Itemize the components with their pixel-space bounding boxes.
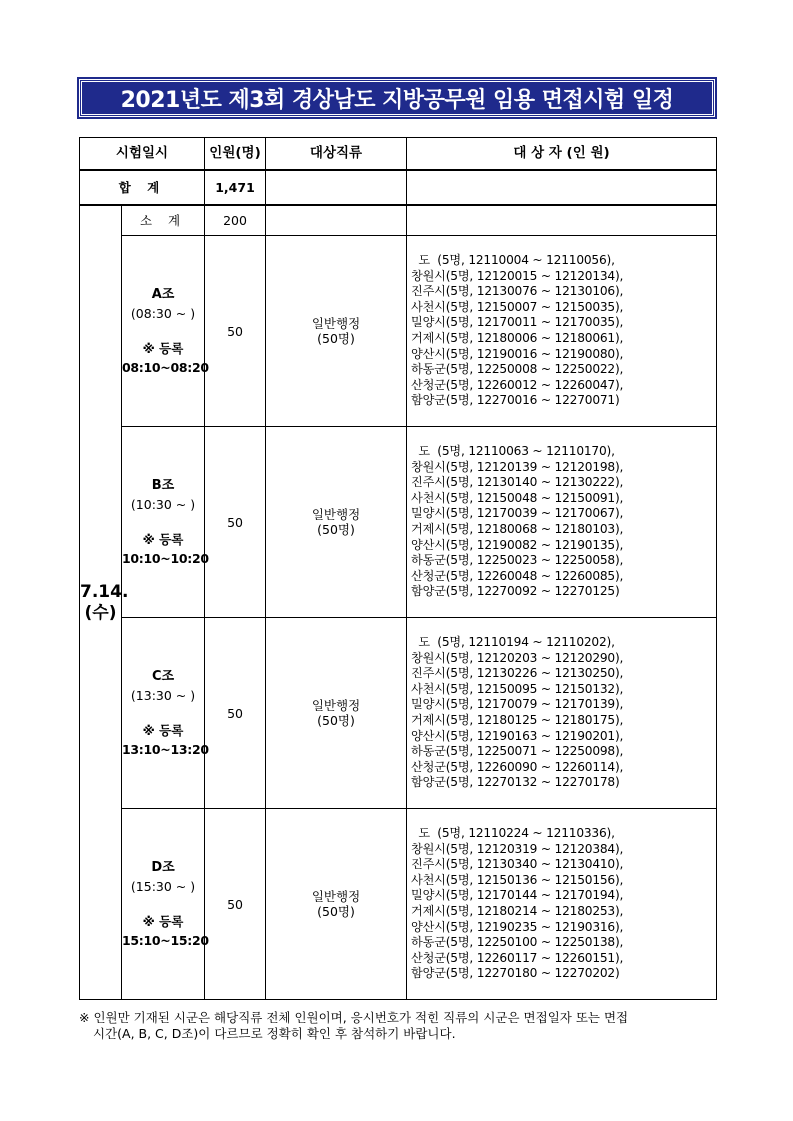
group-time: (15:30 ~ ) [130,878,196,894]
group-label [122,236,209,427]
target-line: 함양군(5명, 12270092 ~ 12270125) [411,584,620,599]
target-line: 도 (5명, 12110224 ~ 12110336), [411,826,615,841]
exam-date-day: 7.14. [80,582,129,603]
target-line: 창원시(5명, 12120015 ~ 12120134), [411,268,624,283]
group-reg-label: ※ 등록 [142,340,184,356]
target-line: 창원시(5명, 12120203 ~ 12120290), [411,650,624,665]
total-count: 1,471 [205,170,266,205]
group-count: 50 [205,427,266,618]
group-targets [407,236,717,427]
group-job [266,236,407,427]
group-job [266,427,407,618]
group-count: 50 [205,809,266,1000]
footnote-line-1: ※ 인원만 기재된 시군은 해당직류 전체 인원이며, 응시번호가 적힌 직류의 시군은 면접일자 또는 면접 [79,1010,629,1025]
footnote-line-2: 시간(A, B, C, D조)이 다르므로 정확히 확인 후 참석하기 바랍니다. [93,1026,456,1041]
target-line: 산청군(5명, 12260012 ~ 12260047), [411,377,624,392]
group-job [266,809,407,1000]
target-line: 하동군(5명, 12250071 ~ 12250098), [411,744,624,759]
group-job-name: 일반행정 [311,316,361,331]
group-row [80,427,717,618]
group-count: 50 [205,236,266,427]
target-line: 양산시(5명, 12190235 ~ 12190316), [411,919,624,934]
target-line: 함양군(5명, 12270180 ~ 12270202) [411,966,620,981]
group-targets [407,618,717,809]
group-label [122,809,209,1000]
target-line: 하동군(5명, 12250100 ~ 12250138), [411,935,624,950]
group-name: D조 [151,860,175,876]
group-time: (10:30 ~ ) [130,496,196,512]
group-job-count: (50명) [317,904,355,919]
target-line: 양산시(5명, 12190082 ~ 12190135), [411,537,624,552]
group-time: (08:30 ~ ) [130,305,196,321]
exam-date [80,205,129,1000]
header-count: 인원(명) [205,138,266,171]
target-line: 거제시(5명, 12180214 ~ 12180253), [411,904,624,918]
exam-date-weekday: (수) [84,602,117,623]
target-line: 진주시(5명, 12130140 ~ 12130222), [411,475,624,490]
target-line: 밀양시(5명, 12170011 ~ 12170035), [411,315,624,330]
group-name: C조 [151,669,175,685]
group-reg-time: 13:10~13:20 [122,741,209,757]
target-line: 창원시(5명, 12120319 ~ 12120384), [411,841,624,856]
target-line: 거제시(5명, 12180068 ~ 12180103), [411,522,624,536]
target-line: 밀양시(5명, 12170079 ~ 12170139), [411,697,624,712]
target-line: 산청군(5명, 12260048 ~ 12260085), [411,568,624,583]
subtotal-label: 소 계 [122,205,205,236]
group-job-count: (50명) [317,713,355,728]
target-line: 도 (5명, 12110004 ~ 12110056), [411,253,615,268]
group-reg-time: 15:10~15:20 [122,932,209,948]
schedule-table [79,137,717,1000]
group-job-count: (50명) [317,331,355,346]
target-line: 하동군(5명, 12250008 ~ 12250022), [411,362,624,377]
target-line: 밀양시(5명, 12170144 ~ 12170194), [411,888,624,903]
target-line: 하동군(5명, 12250023 ~ 12250058), [411,553,624,568]
group-row [80,236,717,427]
group-job [266,618,407,809]
group-time: (13:30 ~ ) [130,687,196,703]
total-row [80,170,717,205]
target-line: 양산시(5명, 12190163 ~ 12190201), [411,728,624,743]
header-job: 대상직류 [266,138,407,171]
group-row [80,618,717,809]
group-label [122,427,209,618]
target-line: 진주시(5명, 12130076 ~ 12130106), [411,284,624,299]
target-line: 밀양시(5명, 12170039 ~ 12170067), [411,506,624,521]
group-count: 50 [205,618,266,809]
group-job-count: (50명) [317,522,355,537]
total-targets-empty [407,170,717,205]
header-targets: 대 상 자 (인 원) [407,138,717,171]
footnote [79,1010,719,1042]
target-line: 진주시(5명, 12130226 ~ 12130250), [411,666,624,681]
subtotal-targets-empty [407,205,717,236]
target-line: 도 (5명, 12110063 ~ 12110170), [411,444,615,459]
group-job-name: 일반행정 [311,507,361,522]
group-label [122,618,209,809]
group-targets [407,427,717,618]
group-reg-time: 08:10~08:20 [122,359,209,375]
target-line: 사천시(5명, 12150136 ~ 12150156), [411,872,624,887]
table-header-row [80,138,717,171]
target-line: 사천시(5명, 12150095 ~ 12150132), [411,681,624,696]
group-targets [407,809,717,1000]
target-line: 사천시(5명, 12150048 ~ 12150091), [411,490,624,505]
target-line: 산청군(5명, 12260090 ~ 12260114), [411,759,624,774]
subtotal-count: 200 [205,205,266,236]
target-line: 산청군(5명, 12260117 ~ 12260151), [411,950,624,965]
group-name: B조 [151,478,175,494]
target-line: 도 (5명, 12110194 ~ 12110202), [411,635,615,650]
group-reg-label: ※ 등록 [142,531,184,547]
group-name: A조 [151,287,175,303]
target-line: 진주시(5명, 12130340 ~ 12130410), [411,857,624,872]
header-datetime: 시험일시 [80,138,205,171]
group-reg-label: ※ 등록 [142,722,184,738]
target-line: 거제시(5명, 12180125 ~ 12180175), [411,713,624,727]
target-line: 함양군(5명, 12270016 ~ 12270071) [411,393,620,408]
target-line: 함양군(5명, 12270132 ~ 12270178) [411,775,620,790]
total-job-empty [266,170,407,205]
group-job-name: 일반행정 [311,698,361,713]
group-reg-time: 10:10~10:20 [122,550,209,566]
group-job-name: 일반행정 [311,889,361,904]
page-title: 2021년도 제3회 경상남도 지방공무원 임용 면접시험 일정 [79,79,715,117]
total-label: 합 계 [80,170,205,205]
target-line: 양산시(5명, 12190016 ~ 12190080), [411,346,624,361]
group-reg-label: ※ 등록 [142,913,184,929]
subtotal-job-empty [266,205,407,236]
group-row [80,809,717,1000]
subtotal-row [80,205,717,236]
target-line: 거제시(5명, 12180006 ~ 12180061), [411,331,624,345]
target-line: 사천시(5명, 12150007 ~ 12150035), [411,299,624,314]
target-line: 창원시(5명, 12120139 ~ 12120198), [411,459,624,474]
